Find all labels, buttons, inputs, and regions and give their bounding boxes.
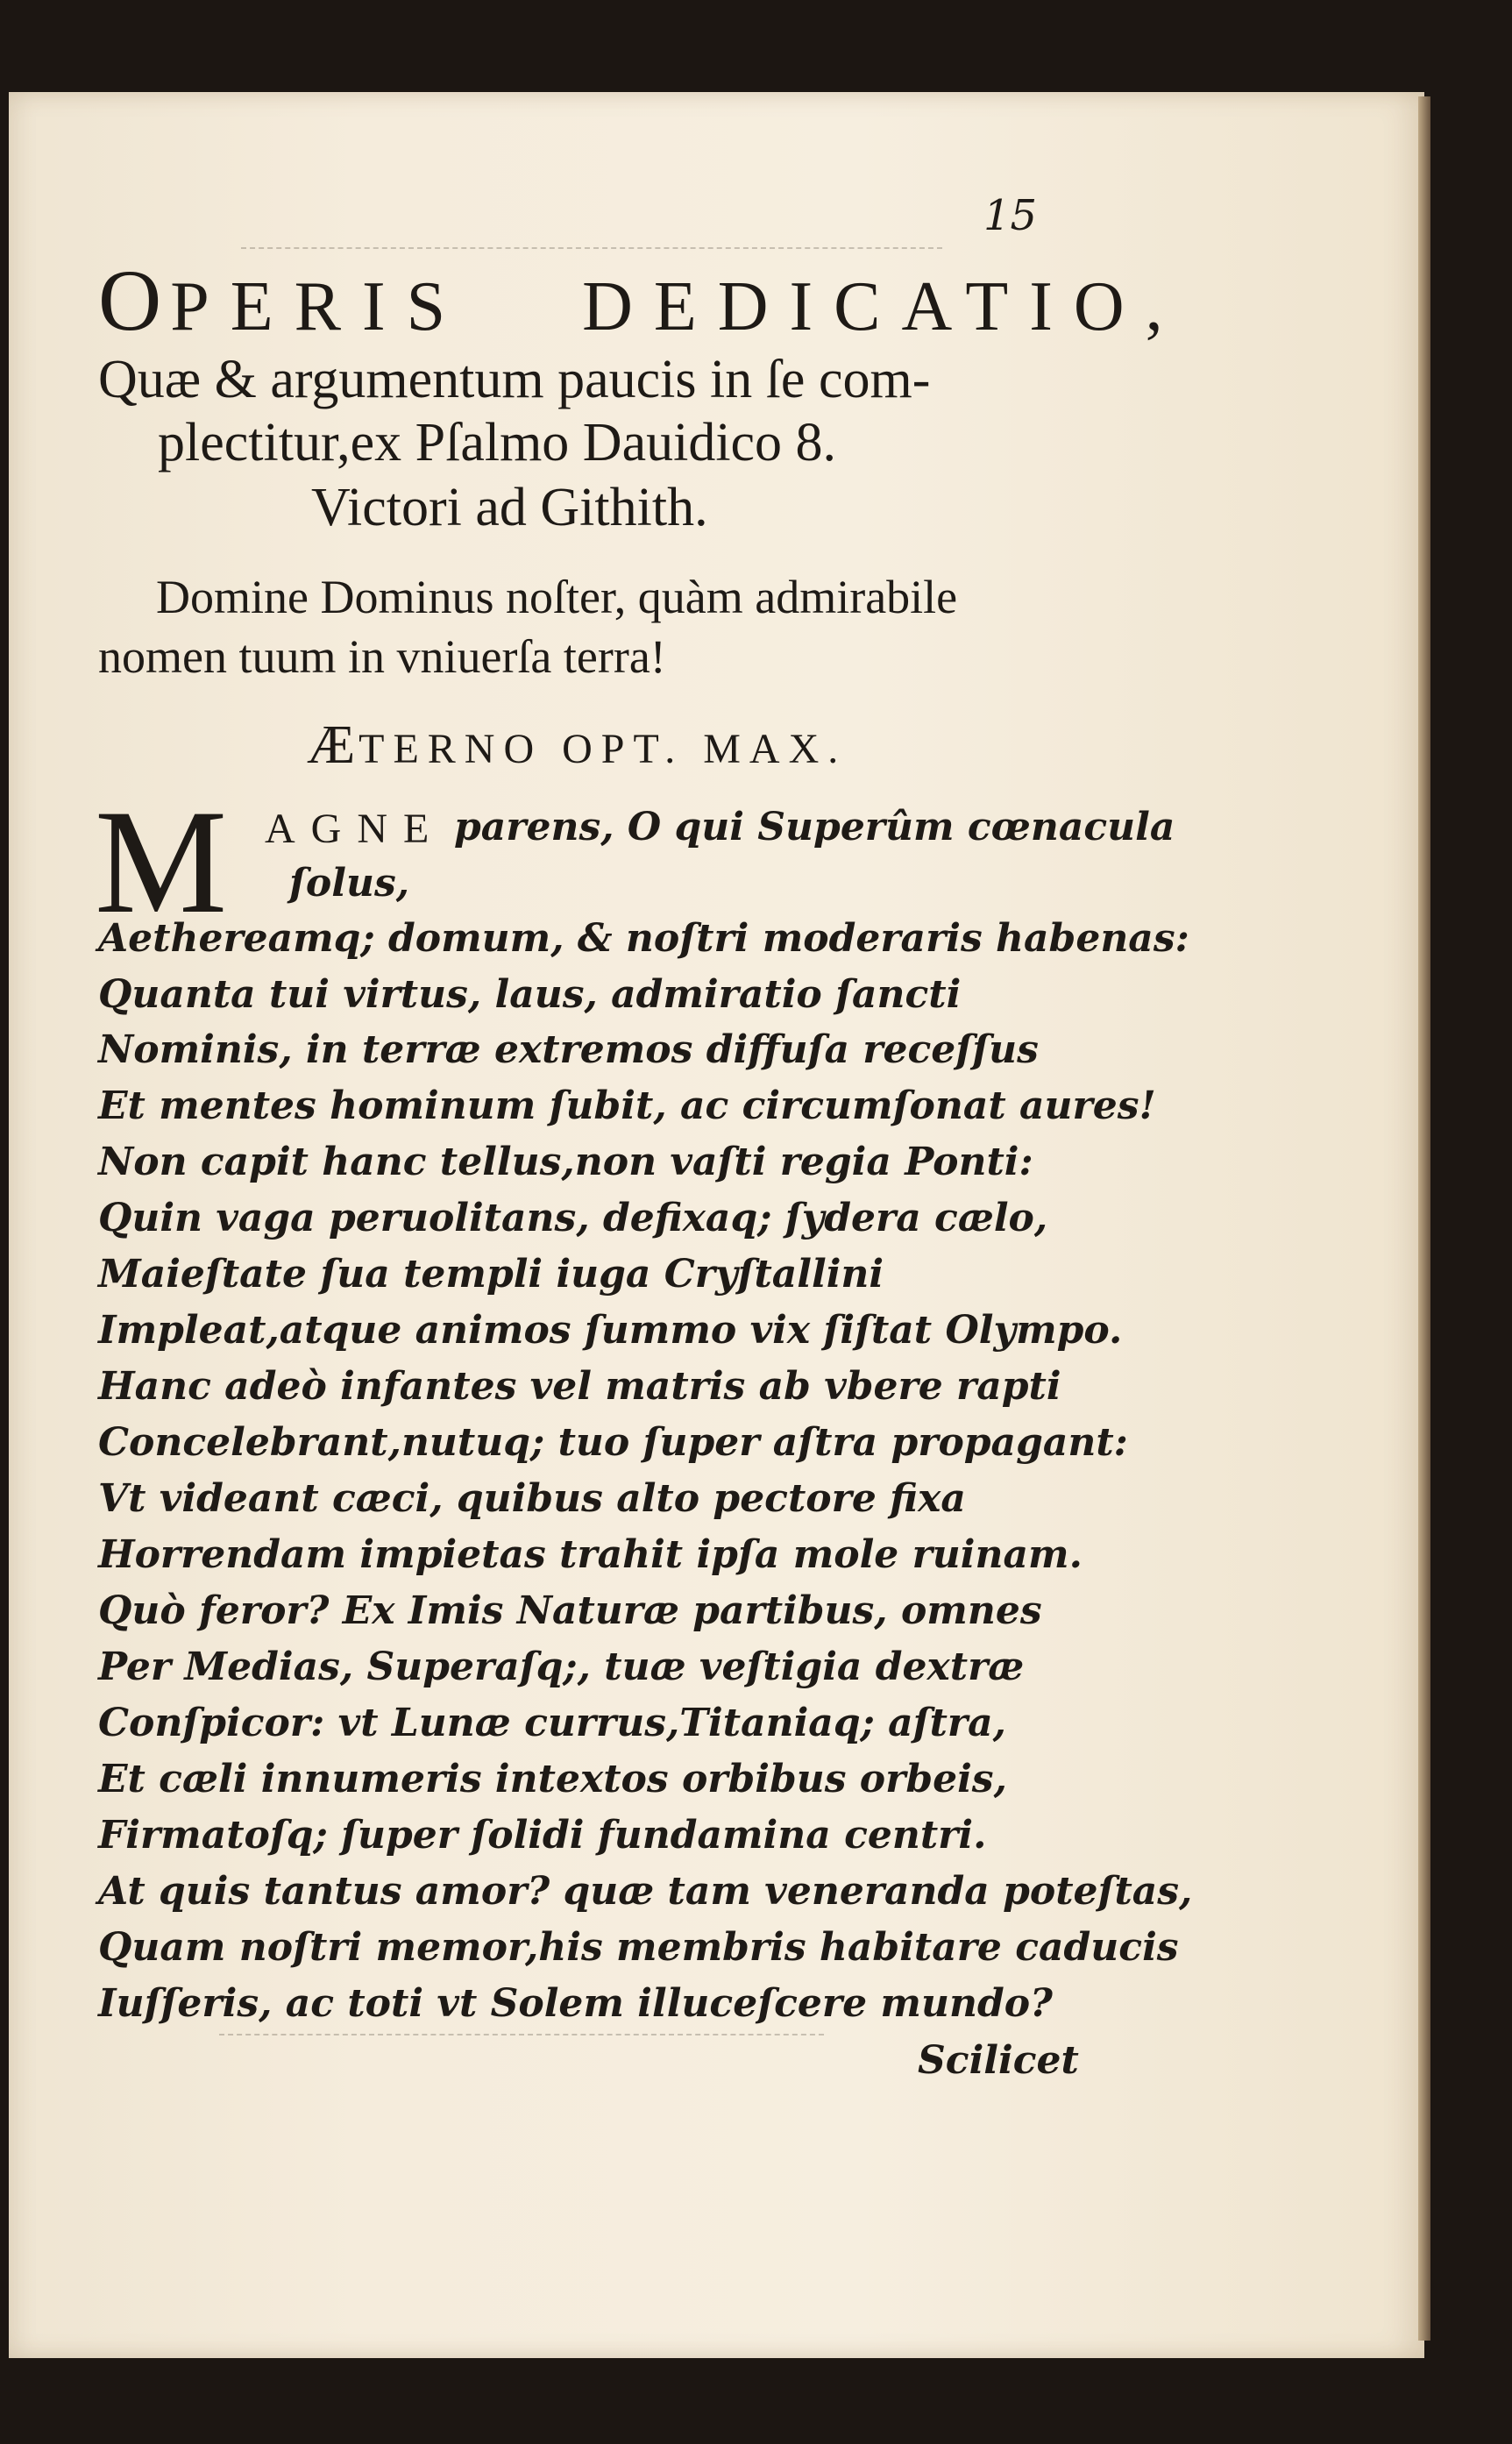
catchword: Scilicet <box>918 2038 1079 2083</box>
top-guide-rule <box>241 247 942 249</box>
title-initial: O <box>98 252 171 349</box>
poem-line-1: parens, O qui Superûm cœnacula <box>454 805 1175 849</box>
heading-initial: Æ <box>307 715 359 775</box>
poem-line: Quanta tui virtus, laus, admiratio ſancti <box>98 972 962 1017</box>
poem-line: Quò feror? Ex Imis Naturæ partibus, omnes <box>98 1588 1042 1633</box>
poem-line: Hanc adeò infantes vel matris ab vbere rapti <box>98 1364 1061 1409</box>
poem-line: Firmatoſq; ſuper ſolidi fundamina centri. <box>98 1813 987 1858</box>
poem-line: Concelebrant,nutuq; tuo ſuper aſtra propagant: <box>98 1420 1128 1465</box>
psalm-quote-line-1: Domine Dominus noſter, quàm admirabile <box>156 571 958 623</box>
poem-line: Non capit hanc tellus,non vaſti regia Ponti: <box>98 1140 1033 1184</box>
poem-line: Quam noſtri memor,his membris habitare caducis <box>98 1925 1179 1970</box>
poem-line: Per Medias, Superaſq;, tuæ veſtigia dextræ <box>98 1645 1025 1689</box>
poem-line: Maieſtate ſua templi iuga Cryſtallini <box>98 1252 884 1297</box>
psalm-quote-line-2: nomen tuum in vniuerſa terra! <box>98 630 666 683</box>
poem-line: Conſpicor: vt Lunæ currus,Titaniaq; aſtra, <box>98 1701 1006 1745</box>
poem-line: Quin vaga peruolitans, defixaq; ſydera cælo, <box>98 1196 1048 1240</box>
page-number: 15 <box>983 191 1038 240</box>
dedication-heading <box>307 714 847 777</box>
poem-line-1-continued: ſolus, <box>289 861 410 906</box>
poem-line: Vt videant cæci, quibus alto pectore fixa <box>98 1476 966 1521</box>
title-word-operis: PERIS <box>170 268 467 345</box>
poem-line: Horrendam impietas trahit ipſa mole ruinam. <box>98 1532 1083 1577</box>
heading-rest: TERNO OPT. MAX. <box>358 726 848 772</box>
poem-line: Impleat,atque animos ſummo vix ſiſtat Olympo. <box>98 1308 1123 1353</box>
poem-line: Et cæli innumeris intextos orbibus orbeis, <box>98 1757 1007 1801</box>
poem-line: Aethereamq; domum, & noſtri moderaris habenas: <box>98 916 1189 961</box>
poem-line: Nominis, in terræ extremos diffuſa receſſus <box>98 1027 1039 1072</box>
subtitle-line-1: Quæ & argumentum paucis in ſe com- <box>98 350 931 409</box>
drop-cap: M <box>95 779 228 944</box>
poem-first-word: AGNE <box>265 806 445 852</box>
page-edge-shadow <box>1418 96 1430 2341</box>
poem-line: Iuſſeris, ac toti vt Solem illuceſcere mundo? <box>98 1981 1053 2026</box>
bottom-guide-rule <box>219 2034 824 2035</box>
subtitle-line-2: plectitur,ex Pſalmo Dauidico 8. <box>158 413 837 472</box>
page-title <box>98 250 1184 351</box>
poem-line: Et mentes hominum ſubit, ac circumſonat aures! <box>98 1083 1156 1128</box>
poem-line: At quis tantus amor? quæ tam veneranda poteſtas, <box>98 1869 1193 1914</box>
subtitle-line-3: Victori ad Githith. <box>311 478 708 537</box>
title-word-dedicatio: DEDICATIO, <box>582 268 1184 345</box>
